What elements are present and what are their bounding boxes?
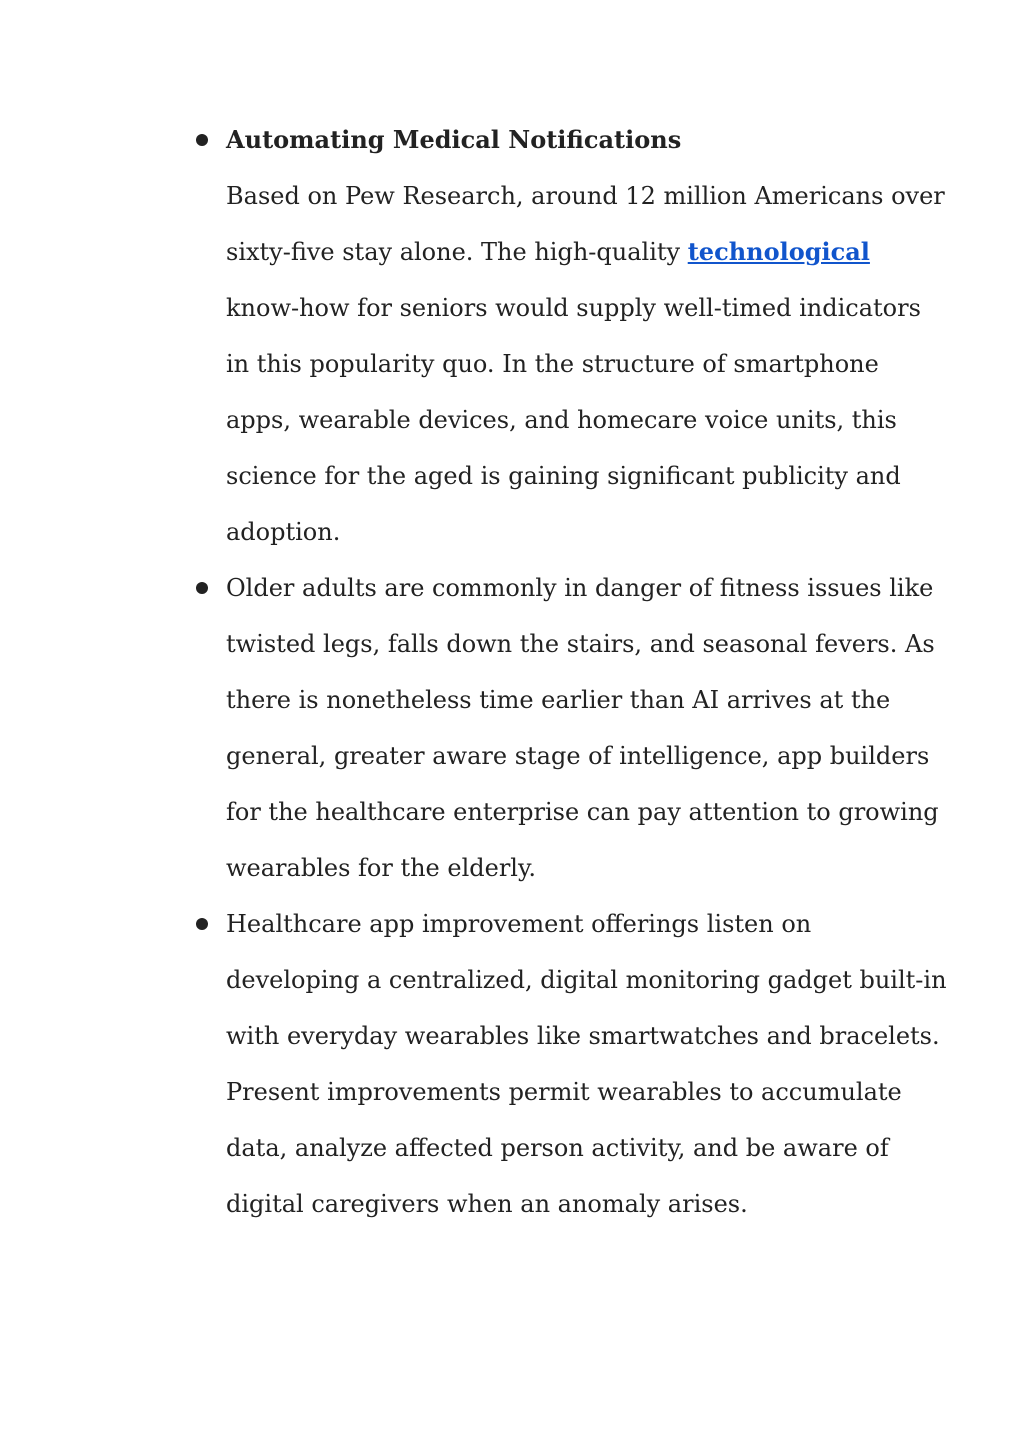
text-line: data, analyze affected person activity, and be aware of (226, 1134, 889, 1162)
text-line: Based on Pew Research, around 12 million Americans over (226, 182, 945, 210)
text-line: general, greater aware stage of intelligence, app builders (226, 742, 930, 770)
text-line: Healthcare app improvement offerings listen on (226, 910, 812, 938)
text-line: science for the aged is gaining significant publicity and (226, 462, 901, 490)
text-line: there is nonetheless time earlier than AI arrives at the (226, 686, 891, 714)
section-heading: Automating Medical Notifications (226, 125, 682, 154)
text-line: developing a centralized, digital monitoring gadget built-in (226, 966, 947, 994)
text-line: digital caregivers when an anomaly arises. (226, 1190, 748, 1218)
text-line: know-how for seniors would supply well-timed indicators (226, 294, 921, 322)
list-item (0, 896, 1024, 1232)
text-line: Older adults are commonly in danger of fitness issues like (226, 574, 934, 602)
list-item (0, 112, 1024, 560)
text-line: twisted legs, falls down the stairs, and seasonal fevers. As (226, 630, 935, 658)
technological-link[interactable]: technological (687, 237, 870, 266)
text-line: wearables for the elderly. (226, 854, 536, 882)
text-line: for the healthcare enterprise can pay attention to growing (226, 798, 939, 826)
text-line: in this popularity quo. In the structure of smartphone (226, 350, 879, 378)
paragraph (226, 560, 939, 896)
list-item (0, 560, 1024, 896)
text-line (226, 224, 906, 280)
bullet-icon (196, 918, 208, 930)
text-line: apps, wearable devices, and homecare voice units, this (226, 406, 897, 434)
paragraph (226, 896, 947, 1232)
paragraph (226, 168, 945, 560)
text-line: Present improvements permit wearables to accumulate (226, 1078, 902, 1106)
text-segment: sixty-five stay alone. The high-quality (226, 238, 688, 266)
text-line: with everyday wearables like smartwatches and bracelets. (226, 1022, 940, 1050)
bullet-icon (196, 134, 208, 146)
text-line: adoption. (226, 518, 341, 546)
bullet-icon (196, 582, 208, 594)
